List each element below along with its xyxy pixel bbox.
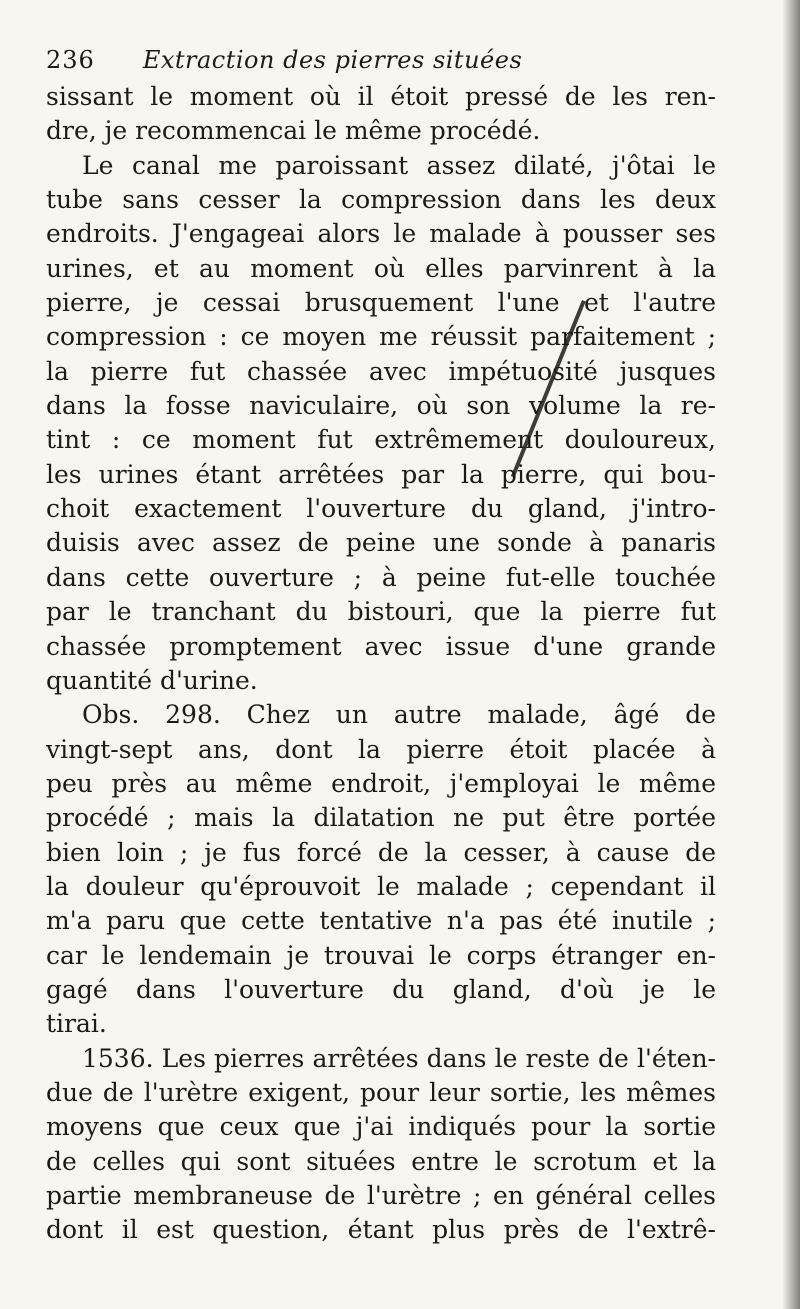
- text-line: bien loin ; je fus forcé de la cesser, à cause de: [46, 837, 716, 867]
- text-line: chassée promptement avec issue d'une grande: [46, 631, 716, 661]
- text-line: vingt-sept ans, dont la pierre étoit placée à: [46, 734, 716, 764]
- text-line: procédé ; mais la dilatation ne put être portée: [46, 803, 716, 833]
- text-line: endroits. J'engageai alors le malade à pousser ses: [46, 219, 716, 249]
- text-line: Le canal me paroissant assez dilaté, j'ôtai le: [82, 150, 716, 180]
- text-line: quantité d'urine.: [46, 665, 258, 695]
- text-line: choit exactement l'ouverture du gland, j'intro-: [46, 494, 716, 524]
- text-line: compression : ce moyen me réussit parfaitement ;: [46, 322, 716, 352]
- text-line: tube sans cesser la compression dans les deux: [46, 185, 716, 215]
- text-line: pierre, je cessai brusquement l'une et l'autre: [46, 288, 716, 318]
- text-line: les urines étant arrêtées par la pierre, qui bou-: [46, 459, 716, 489]
- text-line: sissant le moment où il étoit pressé de les ren-: [46, 82, 716, 111]
- running-head: [46, 40, 716, 80]
- text-line: partie membraneuse de l'urètre ; en général celles: [46, 1181, 716, 1210]
- text-line: de celles qui sont situées entre le scrotum et la: [46, 1146, 716, 1176]
- text-line: par le tranchant du bistouri, que la pierre fut: [46, 597, 716, 627]
- text-line: dre, je recommencai le même procédé.: [46, 116, 541, 146]
- text-line: tint : ce moment fut extrêmement douloureux,: [46, 425, 716, 455]
- text-line: urines, et au moment où elles parvinrent à la: [46, 253, 716, 283]
- text-line: gagé dans l'ouverture du gland, d'où je le: [46, 974, 716, 1004]
- text-line: Obs. 298. Chez un autre malade, âgé de: [82, 700, 716, 730]
- text-line: dont il est question, étant plus près de l'extrê-: [46, 1215, 716, 1245]
- text-line: tirai.: [46, 1009, 107, 1039]
- running-title: Extraction des pierres situées: [142, 46, 523, 74]
- text-line: la pierre fut chassée avec impétuosité jusques: [46, 356, 716, 386]
- text-line: dans cette ouverture ; à peine fut-elle touchée: [46, 562, 716, 592]
- text-line: duisis avec assez de peine une sonde à panaris: [46, 528, 716, 558]
- text-line: moyens que ceux que j'ai indiqués pour la sortie: [46, 1112, 716, 1142]
- text-line: 1536. Les pierres arrêtées dans le reste de l'éten-: [82, 1043, 716, 1073]
- body-text: [46, 80, 716, 1248]
- text-line: dans la fosse naviculaire, où son volume la re-: [46, 391, 716, 421]
- text-line: m'a paru que cette tentative n'a pas été inutile ;: [46, 906, 716, 936]
- page-number: 236: [46, 46, 95, 74]
- text-line: la douleur qu'éprouvoit le malade ; cependant il: [46, 871, 716, 901]
- text-line: peu près au même endroit, j'employai le même: [46, 768, 716, 798]
- text-line: due de l'urètre exigent, pour leur sortie, les mêmes: [46, 1077, 716, 1107]
- text-line: car le lendemain je trouvai le corps étranger en-: [46, 940, 716, 970]
